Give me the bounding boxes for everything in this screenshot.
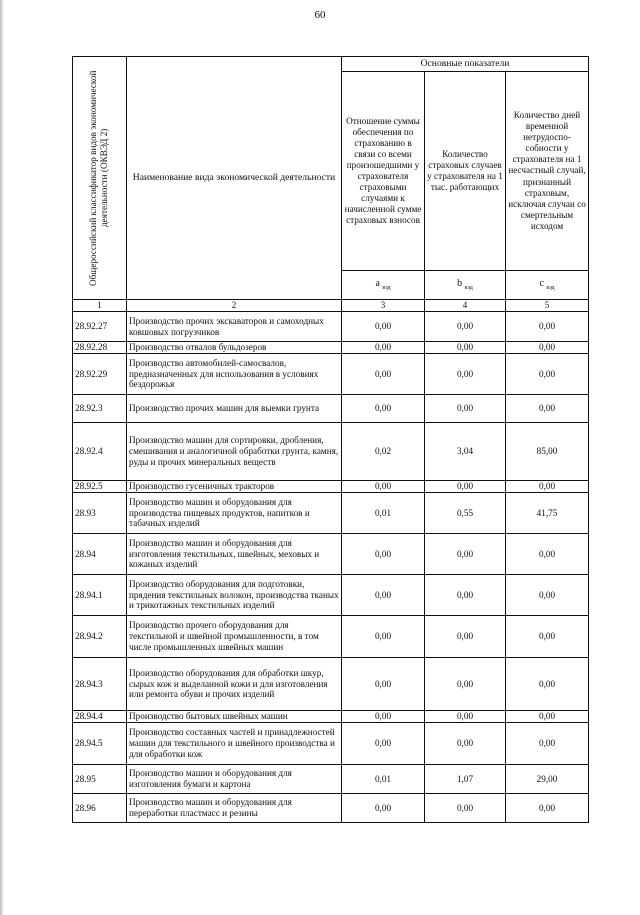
row-activity-name: Производство гусеничных тракторов (127, 481, 342, 493)
header-col4: Количество страховых случаев у страхователя на 1 тыс. работающих (425, 72, 506, 271)
header-symbol-b (425, 271, 506, 300)
row-value-c: 29,00 (506, 765, 589, 794)
table-row (73, 711, 589, 723)
table-row (73, 575, 589, 616)
row-code: 28.92.27 (73, 312, 127, 342)
row-value-b: 0,00 (425, 711, 506, 723)
row-value-a: 0,00 (342, 658, 425, 711)
row-value-a: 0,01 (342, 765, 425, 794)
row-activity-name: Производство оборудования для подготовки, прядения текстильных волокон, производства тканых и трикотажных текстильных изделий (127, 575, 342, 616)
row-value-c: 0,00 (506, 794, 589, 823)
row-code: 28.92.29 (73, 354, 127, 395)
symbol-b: b (457, 277, 463, 289)
row-code: 28.94.1 (73, 575, 127, 616)
row-value-c: 0,00 (506, 616, 589, 658)
header-symbol-c (506, 271, 589, 300)
table-row (73, 616, 589, 658)
indicators-table (72, 56, 589, 823)
table-row (73, 354, 589, 395)
symbol-c-sub: вэд (546, 284, 555, 291)
row-value-b: 0,00 (425, 354, 506, 395)
row-value-a: 0,01 (342, 493, 425, 534)
row-activity-name: Производство оборудования для обработки шкур, сырых кож и выделанной кожи и для изготовления или ремонта обуви и прочих изделий (127, 658, 342, 711)
table-row (73, 481, 589, 493)
row-value-b: 0,00 (425, 575, 506, 616)
table-row (73, 534, 589, 575)
row-code: 28.94.5 (73, 723, 127, 765)
row-value-a: 0,00 (342, 312, 425, 342)
row-value-a: 0,00 (342, 481, 425, 493)
row-code: 28.96 (73, 794, 127, 823)
row-value-b: 0,55 (425, 493, 506, 534)
row-value-b: 0,00 (425, 395, 506, 423)
table-row (73, 658, 589, 711)
header-col5: Количество дней временной нетрудоспо-собности у страхователя на 1 несчастный случай, признанный страховым, исключая случаи со смертельным исходом (506, 72, 589, 271)
row-value-c: 0,00 (506, 711, 589, 723)
row-activity-name: Производство машин и оборудования для изготовления текстильных, швейных, меховых и кожаных изделий (127, 534, 342, 575)
symbol-b-sub: вэд (464, 284, 473, 291)
row-code: 28.95 (73, 765, 127, 794)
row-value-b: 0,00 (425, 794, 506, 823)
row-code: 28.92.5 (73, 481, 127, 493)
row-activity-name: Производство прочего оборудования для текстильной и швейной промышленности, в том числе промышленных швейных машин (127, 616, 342, 658)
header-col3: Отношение суммы обеспечения по страхованию в связи со всеми произошедшими у страхователя страховыми случаями к начисленной сумме страховых взносов (342, 72, 425, 271)
row-value-c: 0,00 (506, 658, 589, 711)
row-value-c: 0,00 (506, 575, 589, 616)
row-value-b: 0,00 (425, 658, 506, 711)
table-row (73, 794, 589, 823)
row-value-a: 0,02 (342, 423, 425, 481)
column-number: 2 (127, 300, 342, 312)
table-row (73, 423, 589, 481)
row-value-c: 0,00 (506, 395, 589, 423)
symbol-c: c (539, 277, 544, 289)
row-value-b: 0,00 (425, 481, 506, 493)
table-body (73, 312, 589, 823)
row-value-a: 0,00 (342, 711, 425, 723)
header-symbol-a (342, 271, 425, 300)
header-main-indicators: Основные показатели (342, 57, 589, 72)
table-row (73, 342, 589, 354)
row-value-a: 0,00 (342, 575, 425, 616)
row-value-c: 0,00 (506, 342, 589, 354)
row-activity-name: Производство машин и оборудования для переработки пластмасс и резины (127, 794, 342, 823)
row-activity-name: Производство автомобилей-самосвалов, предназначенных для использования в условиях бездорожья (127, 354, 342, 395)
row-value-c: 0,00 (506, 481, 589, 493)
symbol-a: a (375, 277, 380, 289)
row-activity-name: Производство бытовых швейных машин (127, 711, 342, 723)
row-code: 28.92.3 (73, 395, 127, 423)
row-value-c: 85,00 (506, 423, 589, 481)
row-value-a: 0,00 (342, 342, 425, 354)
row-value-a: 0,00 (342, 534, 425, 575)
row-value-a: 0,00 (342, 616, 425, 658)
table-row (73, 765, 589, 794)
page-number: 60 (314, 9, 326, 21)
row-code: 28.94.2 (73, 616, 127, 658)
table-row (73, 493, 589, 534)
row-value-b: 0,00 (425, 723, 506, 765)
column-number: 3 (342, 300, 425, 312)
header-okved-code (73, 57, 127, 300)
header-activity-name: Наименование вида экономической деятельности (127, 57, 342, 300)
table-row (73, 312, 589, 342)
row-activity-name: Производство отвалов бульдозеров (127, 342, 342, 354)
scan-edge-shadow (0, 0, 4, 915)
column-number: 1 (73, 300, 127, 312)
row-value-c: 41,75 (506, 493, 589, 534)
row-activity-name: Производство составных частей и принадлежностей машин для текстильного и швейного производства и для обработки кож (127, 723, 342, 765)
row-activity-name: Производство прочих экскаваторов и самоходных ковшовых погрузчиков (127, 312, 342, 342)
row-value-a: 0,00 (342, 354, 425, 395)
row-value-c: 0,00 (506, 354, 589, 395)
row-code: 28.94.3 (73, 658, 127, 711)
row-code: 28.94.4 (73, 711, 127, 723)
row-code: 28.94 (73, 534, 127, 575)
column-number: 4 (425, 300, 506, 312)
row-value-b: 0,00 (425, 534, 506, 575)
symbol-a-sub: вэд (382, 284, 391, 291)
column-number-row (73, 300, 589, 312)
row-code: 28.93 (73, 493, 127, 534)
row-activity-name: Производство машин и оборудования для изготовления бумаги и картона (127, 765, 342, 794)
row-value-b: 0,00 (425, 616, 506, 658)
row-code: 28.92.28 (73, 342, 127, 354)
column-number: 5 (506, 300, 589, 312)
row-value-a: 0,00 (342, 395, 425, 423)
row-value-c: 0,00 (506, 312, 589, 342)
row-value-b: 1,07 (425, 765, 506, 794)
row-value-c: 0,00 (506, 723, 589, 765)
header-okved-code-text: Общероссийский классификатор видов экономической деятельности (ОКВЭД 2) (88, 70, 110, 286)
row-value-c: 0,00 (506, 534, 589, 575)
row-activity-name: Производство машин для сортировки, дробления, смешивания и аналогичной обработки грунта, камня, руды и прочих минеральных веществ (127, 423, 342, 481)
row-activity-name: Производство машин и оборудования для производства пищевых продуктов, напитков и табачных изделий (127, 493, 342, 534)
row-value-b: 0,00 (425, 342, 506, 354)
table-row (73, 395, 589, 423)
row-activity-name: Производство прочих машин для выемки грунта (127, 395, 342, 423)
row-value-a: 0,00 (342, 723, 425, 765)
row-value-b: 3,04 (425, 423, 506, 481)
table-row (73, 723, 589, 765)
row-code: 28.92.4 (73, 423, 127, 481)
row-value-a: 0,00 (342, 794, 425, 823)
row-value-b: 0,00 (425, 312, 506, 342)
